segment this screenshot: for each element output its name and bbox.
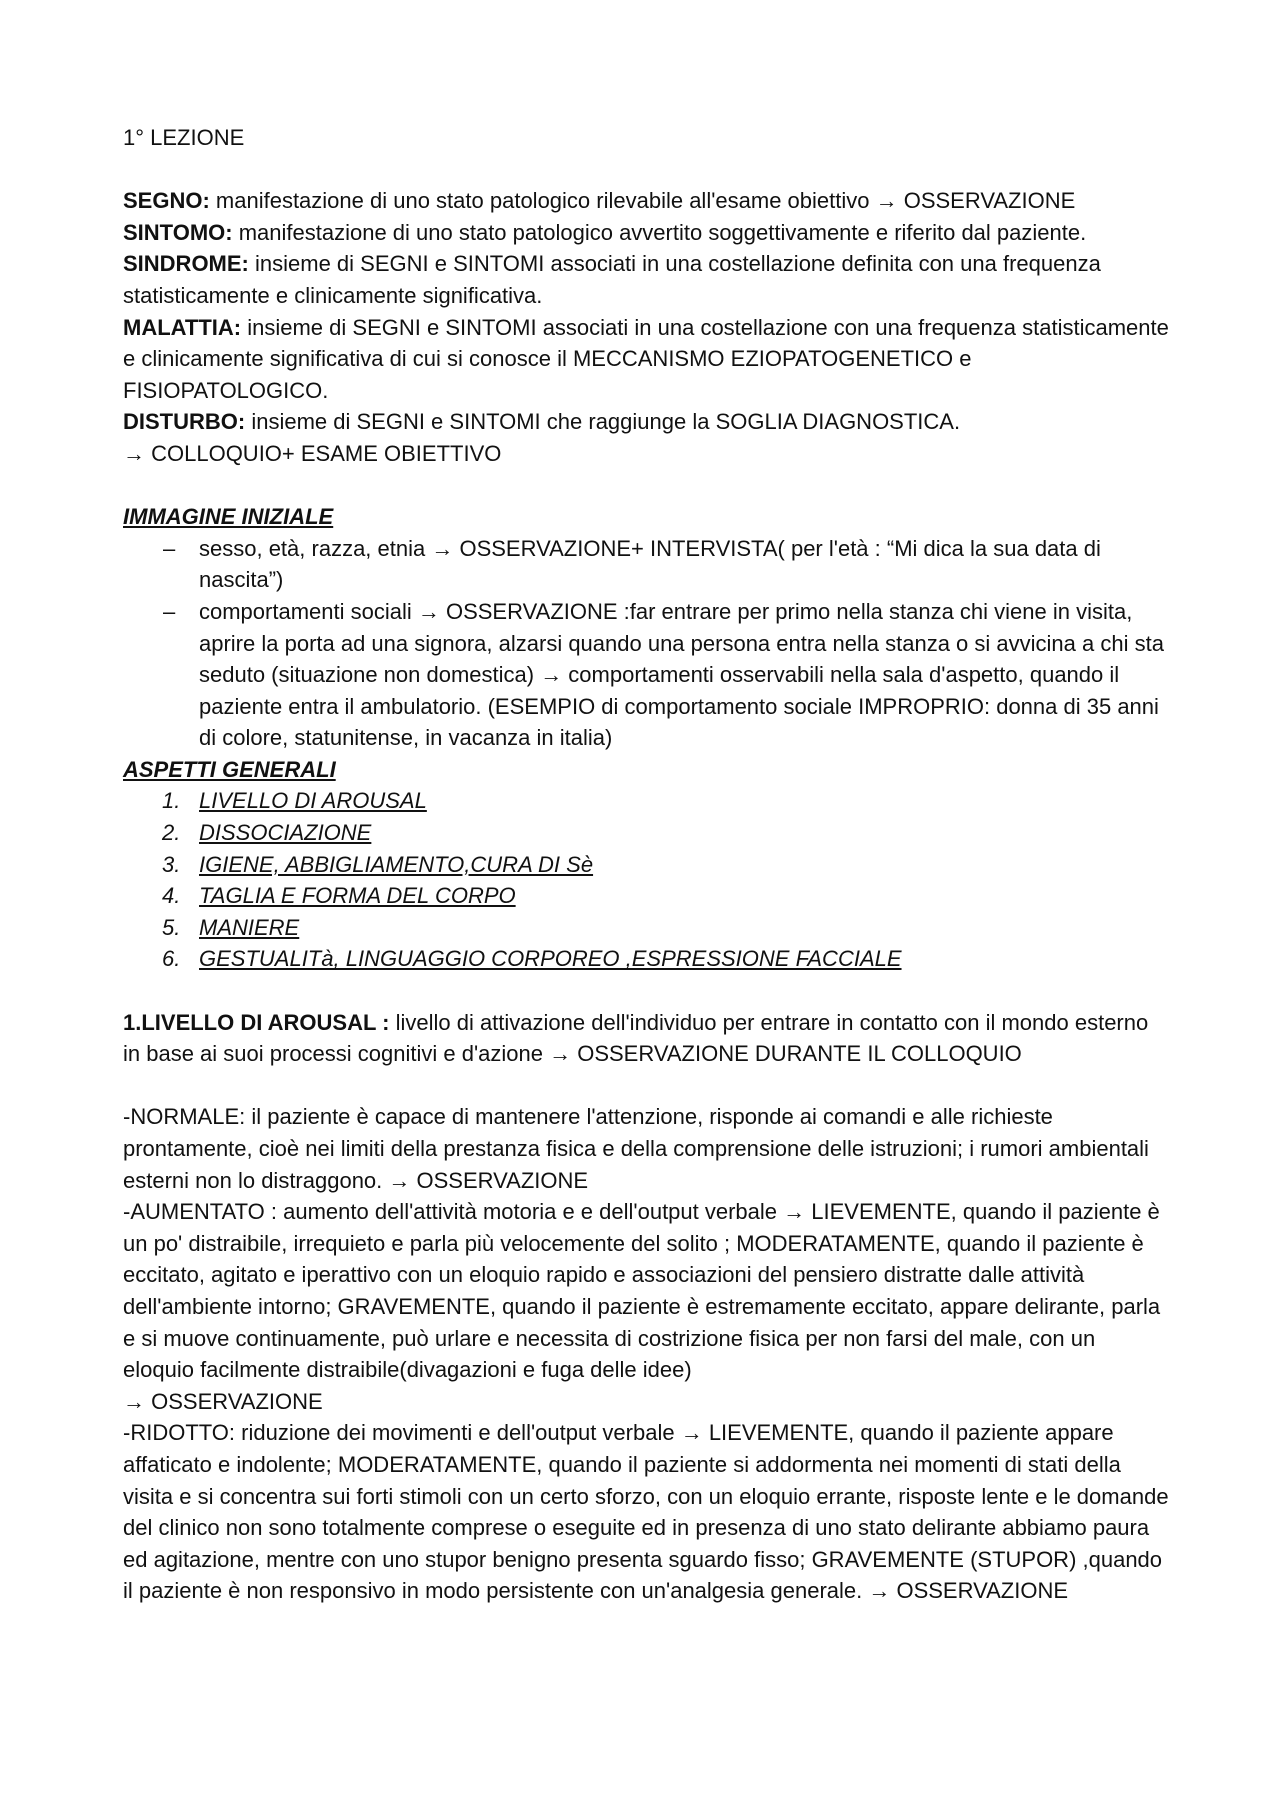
immagine-iniziale-list (123, 533, 1170, 754)
aspetti-generali-list (123, 785, 1170, 975)
definition-malattia (123, 312, 1170, 407)
item-number: 1. (162, 788, 181, 814)
arousal-aumentato: -AUMENTATO : aumento dell'attività motoria e e dell'output verbale → LIEVEMENTE, quando il paziente è un po' distraibile, irrequieto e parla più velocemente del solito ; MODERATAMENTE, quando il paziente è eccitato, agitato e iperattivo con un eloquio rapido e associazioni del pensiero distratte dalle attività dell'ambiente intorno; GRAVEMENTE, quando il paziente è estremamente eccitato, appare delirante, parla e si muove continuamente, può urlare e necessita di costrizione fisica per non farsi del male, con un eloquio facilmente distraibile(divagazioni e fuga delle idee) (123, 1199, 1161, 1383)
spacer (123, 154, 1170, 186)
definition-term: SEGNO: (123, 188, 210, 214)
arousal-intro-text: livello di attivazione dell'individuo per entrare in contatto con il mondo esterno in base ai suoi processi cognitivi e d'azione → OSSERVAZIONE DURANTE IL COLLOQUIO (123, 1009, 1149, 1067)
definition-text: manifestazione di uno stato patologico avvertito soggettivamente e riferito dal paziente. (232, 219, 1087, 245)
definition-text: insieme di SEGNI e SINTOMI associati in una costellazione definita con una frequenza statisticamente e clinicamente significativa. (123, 251, 1101, 308)
list-item (123, 943, 1170, 975)
arousal-ridotto: -RIDOTTO: riduzione dei movimenti e dell'output verbale → LIEVEMENTE, quando il paziente appare affaticato e indolente; MODERATAMENTE, quando il paziente si addormenta nei momenti di stati della visita e si concentra sui forti stimoli con un certo sforzo, con un eloquio errante, risposte lente e le domande del clinico non sono totalmente comprese o eseguite ed in presenza di uno stato delirante abbiamo paura ed agitazione, mentre con uno stupor benigno presenta sguardo fisso; GRAVEMENTE (STUPOR) ,quando il paziente è non responsivo in modo persistente con un'analgesia generale. → OSSERVAZIONE (123, 1420, 1169, 1604)
definition-term: MALATTIA: (123, 314, 242, 340)
item-text: TAGLIA E FORMA DEL CORPO (199, 883, 516, 909)
colloquio-line: → COLLOQUIO+ ESAME OBIETTIVO (123, 440, 502, 466)
definition-sintomo (123, 217, 1170, 249)
item-number: 6. (162, 946, 181, 972)
arousal-heading: 1.LIVELLO DI AROUSAL : (123, 1009, 390, 1035)
definition-disturbo (123, 406, 1170, 438)
definition-term: DISTURBO: (123, 409, 246, 435)
definition-term: SINDROME: (123, 251, 249, 277)
spacer (123, 470, 1170, 502)
item-number: 3. (162, 851, 181, 877)
definition-text: manifestazione di uno stato patologico rilevabile all'esame obiettivo → OSSERVAZIONE (209, 188, 1076, 214)
item-text: LIVELLO DI AROUSAL (199, 788, 427, 814)
item-text: GESTUALITà, LINGUAGGIO CORPOREO ,ESPRESSIONE FACCIALE (199, 946, 902, 972)
list-item (123, 880, 1170, 912)
item-text: MANIERE (199, 914, 300, 940)
list-item (123, 785, 1170, 817)
list-item (123, 849, 1170, 881)
spacer (123, 1070, 1170, 1102)
arousal-aumentato-tail: → OSSERVAZIONE (123, 1388, 323, 1414)
definition-term: SINTOMO: (123, 219, 233, 245)
list-item (123, 817, 1170, 849)
section-heading-aspetti-generali: ASPETTI GENERALI (123, 756, 336, 782)
section-heading-immagine-iniziale: IMMAGINE INIZIALE (123, 504, 334, 530)
item-number: 5. (162, 914, 181, 940)
item-number: 2. (162, 820, 181, 846)
definition-segno (123, 185, 1170, 217)
item-text: DISSOCIAZIONE (199, 820, 372, 846)
item-text: IGIENE, ABBIGLIAMENTO,CURA DI Sè (199, 851, 594, 877)
item-number: 4. (162, 883, 181, 909)
lesson-title: 1° LEZIONE (123, 125, 245, 150)
definition-sindrome (123, 248, 1170, 311)
list-item: – comportamenti sociali → OSSERVAZIONE :far entrare per primo nella stanza chi viene in visita, aprire la porta ad una signora, alzarsi quando una persona entra nella stanza o si avvicina a chi sta seduto (situazione non domestica) → comportamenti osservabili nella sala d'aspetto, quando il paziente entra il ambulatorio. (ESEMPIO di comportamento sociale IMPROPRIO: donna di 35 anni di colore, statunitense, in vacanza in italia) (123, 596, 1170, 754)
list-item: – sesso, età, razza, etnia → OSSERVAZIONE+ INTERVISTA( per l'età : “Mi dica la sua data di nascita”) (123, 533, 1170, 596)
list-item (123, 912, 1170, 944)
definition-text: insieme di SEGNI e SINTOMI che raggiunge la SOGLIA DIAGNOSTICA. (245, 409, 961, 435)
arousal-normale: -NORMALE: il paziente è capace di mantenere l'attenzione, risponde ai comandi e alle richieste prontamente, cioè nei limiti della prestanza fisica e della comprensione delle istruzioni; i rumori ambientali esterni non lo distraggono. → OSSERVAZIONE (123, 1104, 1149, 1193)
arousal-intro (123, 1007, 1170, 1070)
spacer (123, 975, 1170, 1007)
definition-text: insieme di SEGNI e SINTOMI associati in una costellazione con una frequenza statisticamente e clinicamente significativa di cui si conosce il MECCANISMO EZIOPATOGENETICO e FISIOPATOLOGICO. (123, 314, 1169, 403)
